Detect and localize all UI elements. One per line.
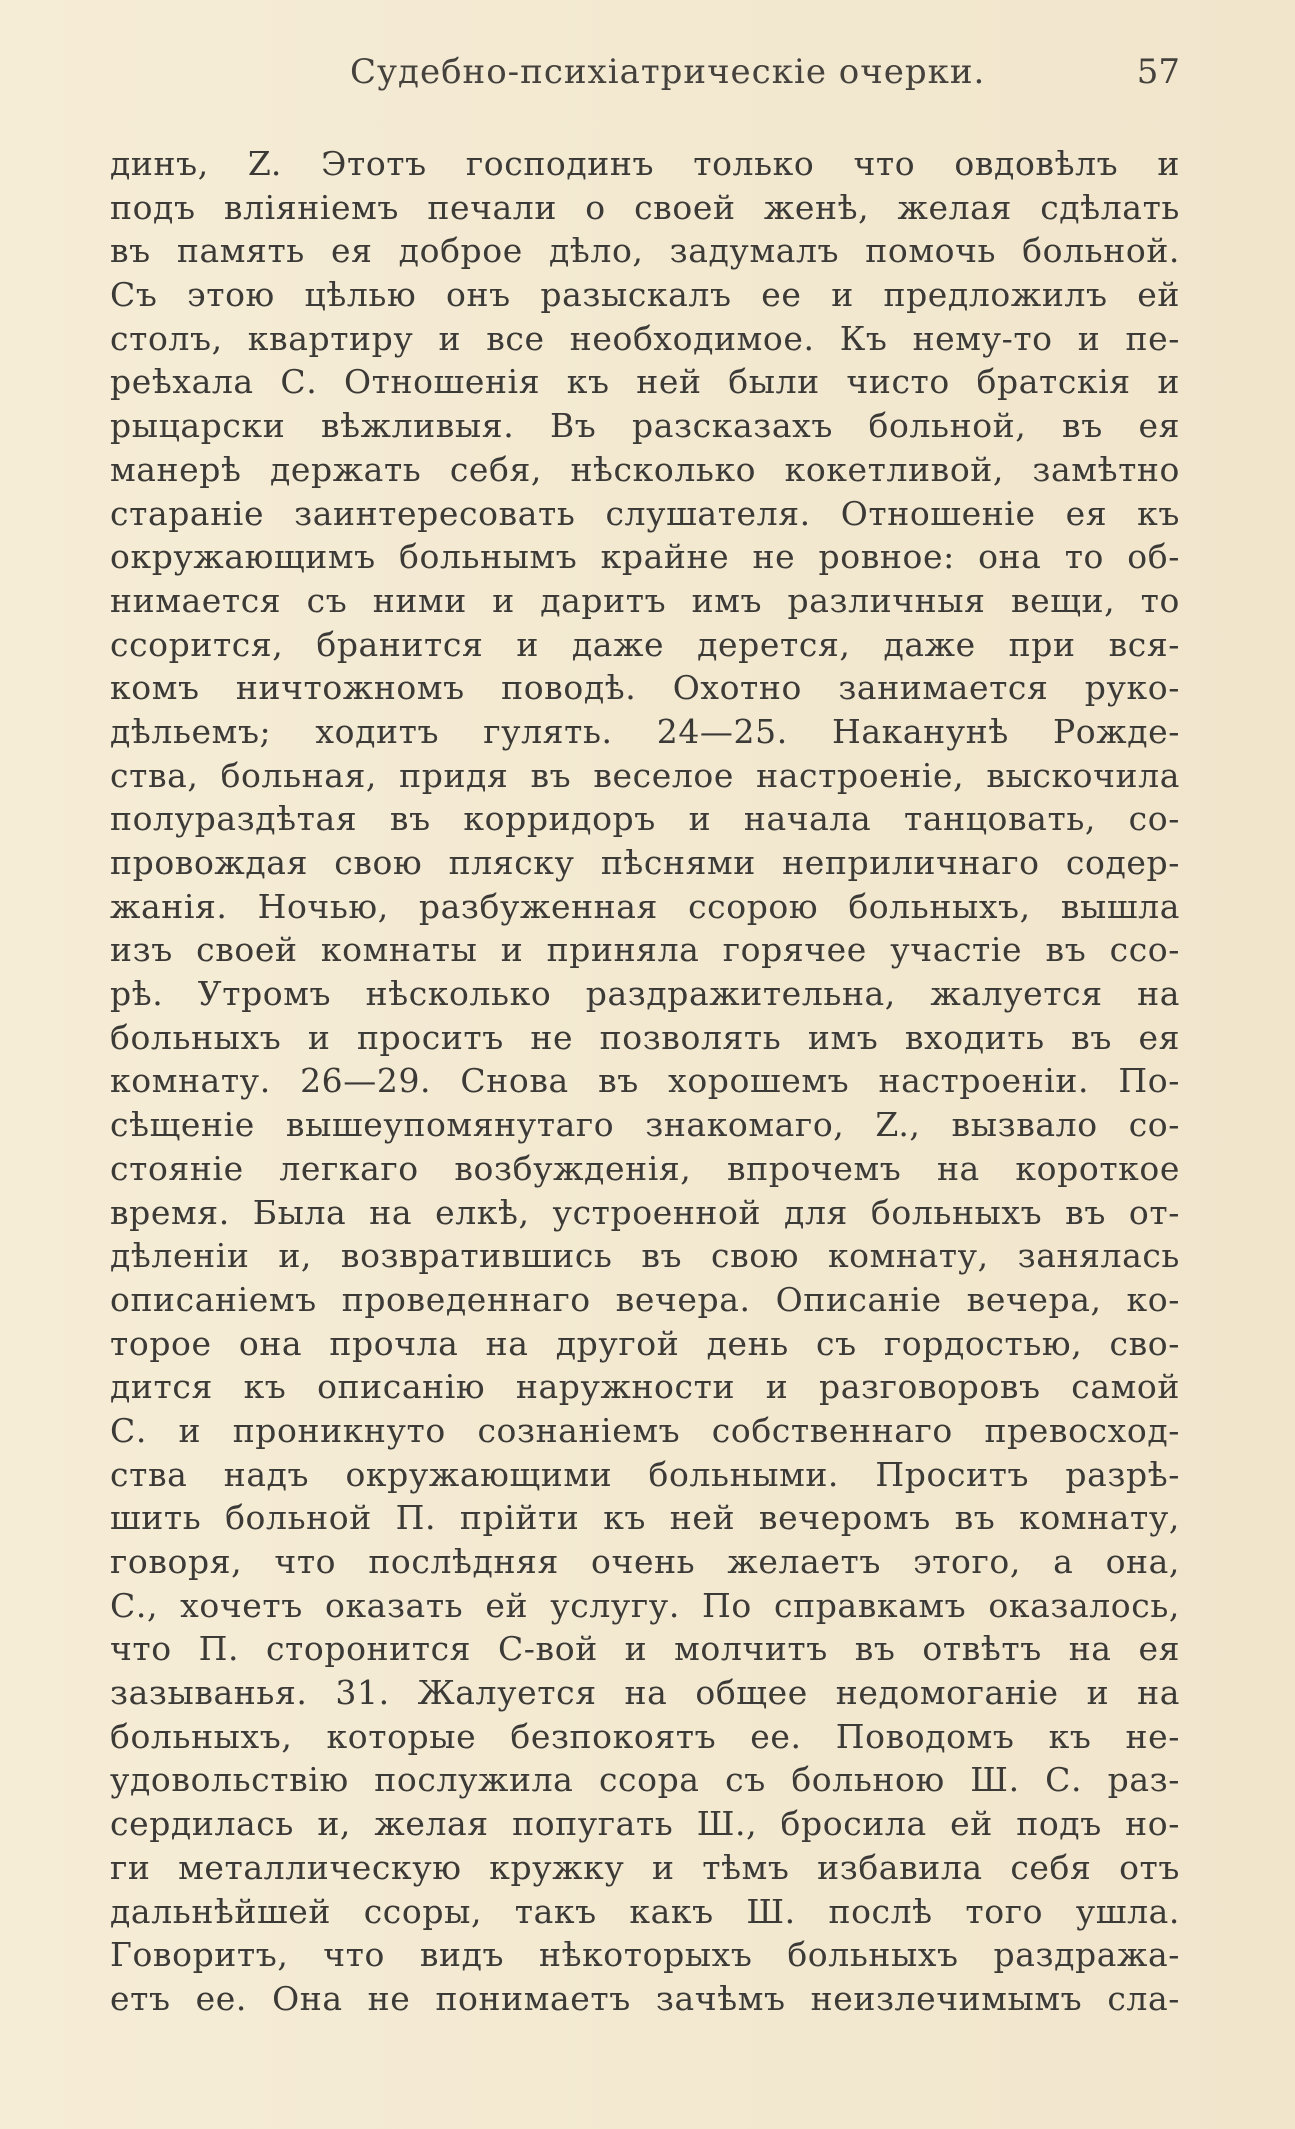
text-line: больныхъ, которые безпокоятъ ее. Поводомъ къ не-	[110, 1716, 1180, 1756]
text-line: рѣ. Утромъ нѣсколько раздражительна, жалуется на	[110, 974, 1180, 1014]
text-line: нимается съ ними и даритъ имъ различныя вещи, то	[110, 580, 1180, 620]
text-line: реѣхала С. Отношенія къ ней были чисто братскія и	[110, 362, 1180, 402]
text-line: Съ этою цѣлью онъ разыскалъ ее и предложилъ ей	[110, 275, 1180, 315]
text-line: комъ ничтожномъ поводѣ. Охотно занимается руко-	[110, 668, 1180, 708]
text-line: столъ, квартиру и все необходимое. Къ нему-то и пе-	[110, 318, 1180, 358]
text-line: дится къ описанію наружности и разговоровъ самой	[110, 1367, 1180, 1407]
text-line: манерѣ держать себя, нѣсколько кокетливой, замѣтно	[110, 449, 1180, 489]
text-line: время. Была на елкѣ, устроенной для больныхъ въ от-	[110, 1192, 1180, 1232]
text-line: С., хочетъ оказать ей услугу. По справкамъ оказалось,	[110, 1585, 1180, 1625]
text-line: описаніемъ проведеннаго вечера. Описаніе вечера, ко-	[110, 1279, 1180, 1319]
text-line: удовольствію послужила ссора съ больною Ш. С. раз-	[110, 1760, 1180, 1800]
text-line: провождая свою пляску пѣснями неприличнаго содер-	[110, 843, 1180, 882]
text-line: ссорится, бранится и даже дерется, даже при вся-	[110, 624, 1180, 664]
text-line: динъ, Z. Этотъ господинъ только что овдовѣлъ и	[110, 144, 1180, 183]
text-line: дѣленіи и, возвратившись въ свою комнату, занялась	[110, 1236, 1180, 1276]
text-line: торое она прочла на другой день съ гордостью, сво-	[110, 1323, 1180, 1363]
text-line: ства надъ окружающими больными. Проситъ разрѣ-	[110, 1454, 1180, 1494]
text-line: стараніе заинтересовать слушателя. Отношеніе ея къ	[110, 493, 1180, 533]
page-number: 57	[1136, 52, 1180, 92]
body-text	[110, 142, 1180, 2021]
text-line: что П. сторонится С-вой и молчитъ въ отвѣтъ на ея	[110, 1629, 1180, 1669]
text-line: дѣльемъ; ходитъ гулять. 24—25. Наканунѣ Рожде-	[110, 711, 1180, 751]
text-line: жанія. Ночью, разбуженная ссорою больныхъ, вышла	[110, 886, 1180, 926]
text-line: шить больной П. прійти къ ней вечеромъ въ комнату,	[110, 1498, 1180, 1538]
text-line: сердилась и, желая попугать Ш., бросила ей подъ но-	[110, 1804, 1180, 1844]
text-line: С. и проникнуто сознаніемъ собственнаго превосход-	[110, 1410, 1180, 1450]
text-line: етъ ее. Она не понимаетъ зачѣмъ неизлечимымъ сла-	[110, 1978, 1180, 2018]
text-line: полураздѣтая въ корридоръ и начала танцовать, со-	[110, 799, 1180, 839]
text-line: зазыванья. 31. Жалуется на общее недомоганіе и на	[110, 1673, 1180, 1713]
page-header	[110, 52, 1180, 102]
text-line: ги металлическую кружку и тѣмъ избавила себя отъ	[110, 1847, 1180, 1887]
text-line: сѣщеніе вышеупомянутаго знакомаго, Z., вызвало со-	[110, 1105, 1180, 1145]
text-line: подъ вліяніемъ печали о своей женѣ, желая сдѣлать	[110, 187, 1180, 227]
text-line: больныхъ и проситъ не позволять имъ входить въ ея	[110, 1017, 1180, 1057]
text-line: въ память ея доброе дѣло, задумалъ помочь больной.	[110, 231, 1180, 271]
text-line: говоря, что послѣдняя очень желаетъ этого, а она,	[110, 1542, 1180, 1581]
text-line: дальнѣйшей ссоры, такъ какъ Ш. послѣ того ушла.	[110, 1891, 1180, 1931]
running-title: Судебно-психіатрическіе очерки.	[350, 52, 986, 92]
text-line: Говоритъ, что видъ нѣкоторыхъ больныхъ раздража-	[110, 1935, 1180, 1975]
text-line: изъ своей комнаты и приняла горячее участіе въ ссо-	[110, 930, 1180, 970]
text-line: комнату. 26—29. Снова въ хорошемъ настроеніи. По-	[110, 1061, 1180, 1101]
text-line: рыцарски вѣжливыя. Въ разсказахъ больной, въ ея	[110, 406, 1180, 446]
text-line: ства, больная, придя въ веселое настроеніе, выскочила	[110, 755, 1180, 795]
text-line: окружающимъ больнымъ крайне не ровное: она то об-	[110, 537, 1180, 577]
text-line: стояніе легкаго возбужденія, впрочемъ на короткое	[110, 1148, 1180, 1188]
